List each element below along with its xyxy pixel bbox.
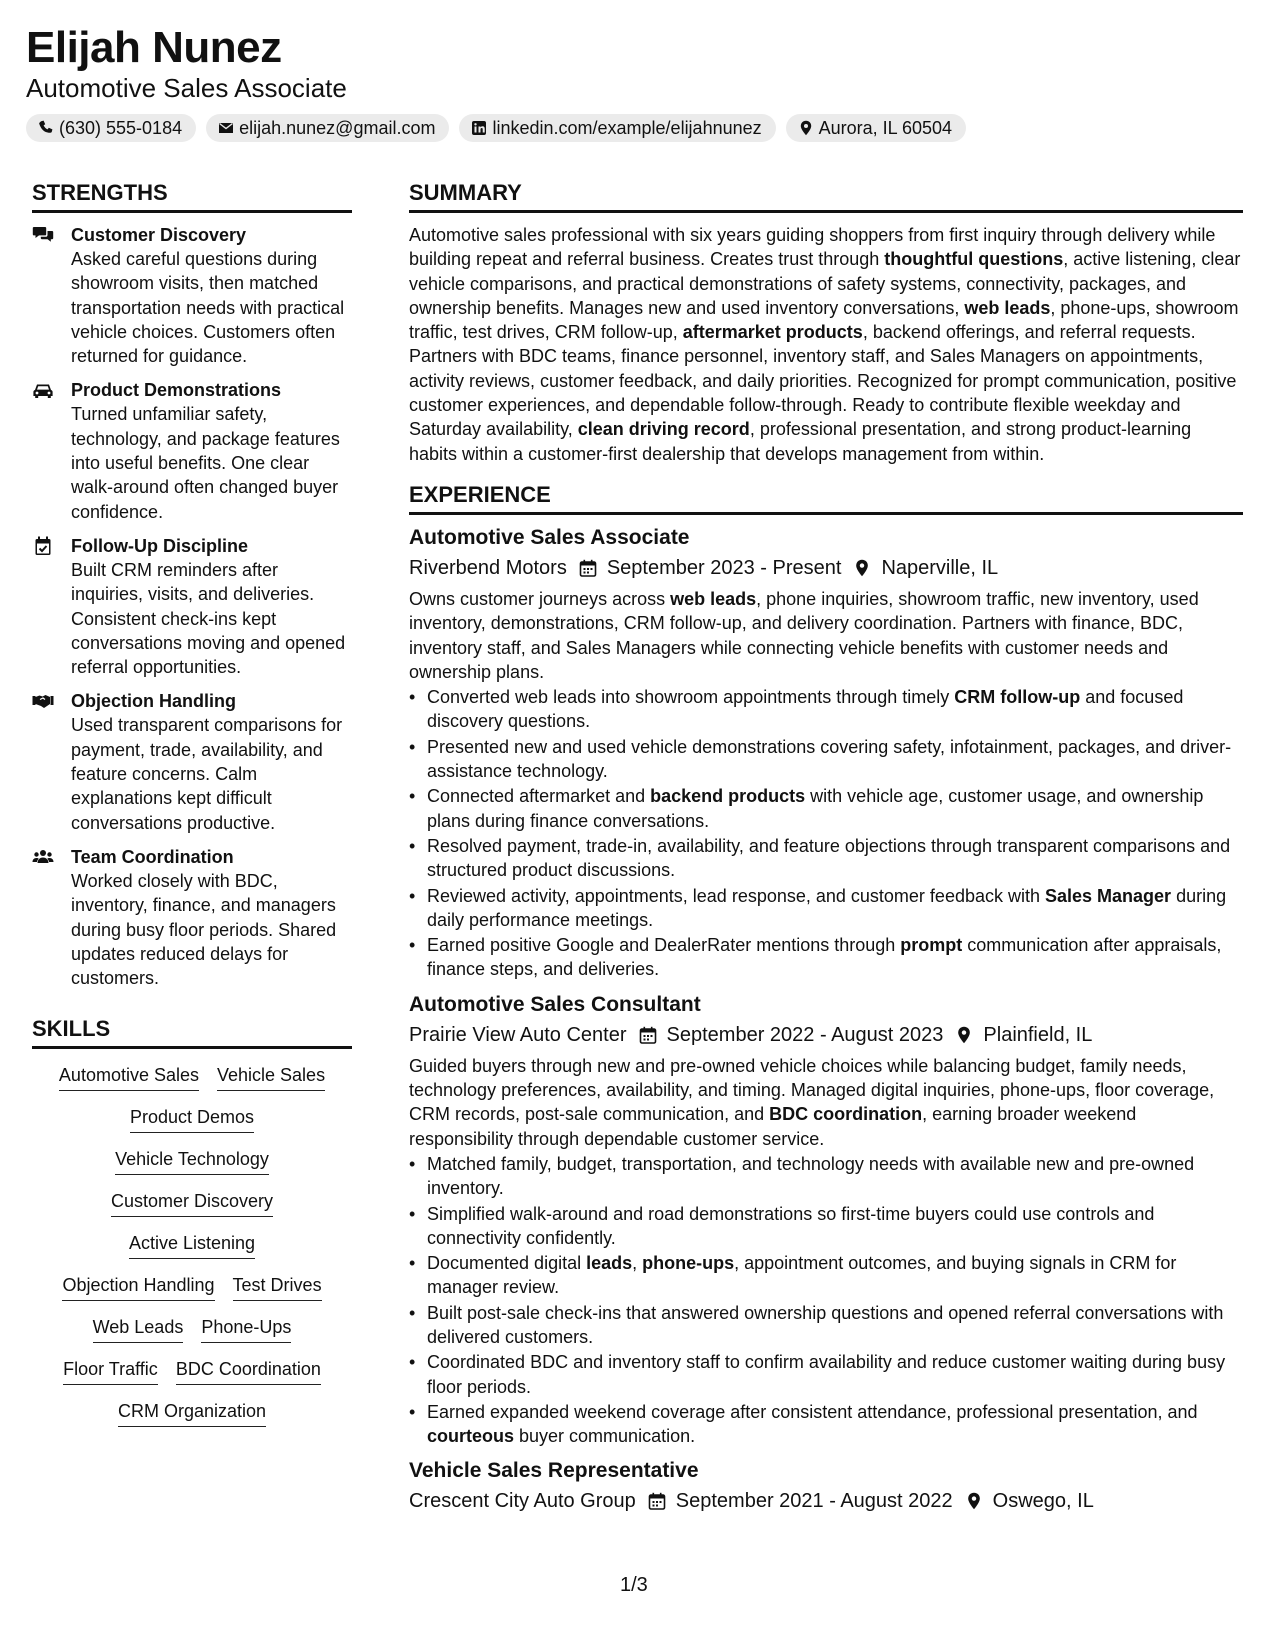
bullet-item: • Simplified walk-around and road demonstrations so first-time buyers could use controls and connectivity confidently. (409, 1202, 1243, 1251)
job-meta (409, 553, 1243, 583)
skill-tag: Test Drives (233, 1273, 322, 1301)
map-pin-icon (955, 1026, 973, 1044)
skill-tag: CRM Organization (118, 1399, 266, 1427)
job-description: Guided buyers through new and pre-owned vehicle choices while balancing budget, family needs, technology preferences, availability, and timing. Managed digital inquiries, phone-ups, floor coverage, CRM records, post-sale communication, and BDC coordination, earning broader weekend responsibility through dependable customer service. (409, 1055, 1215, 1149)
skills-heading: SKILLS (32, 1014, 352, 1049)
strength-desc: Turned unfamiliar safety, technology, and package features into useful benefits. One clear walk-around often changed buyer confidence. (71, 404, 340, 522)
job-dates: September 2023 - Present (606, 556, 842, 579)
strength-title: Product Demonstrations (71, 380, 282, 401)
job-title: Vehicle Sales Representative (409, 1459, 699, 1483)
strength-title: Objection Handling (71, 691, 236, 712)
strength-desc: Worked closely with BDC, inventory, finance, and managers during busy floor periods. Shared updates reduced delays for customers. (71, 870, 337, 989)
job-description: Owns customer journeys across web leads, phone inquiries, showroom traffic, new inventory, used inventory, demonstrations, CRM follow-up, and delivery coordination. Partners with finance, BDC, inventory staff, and Sales Managers while connecting vehicle benefits with customer needs and ownership plans. (409, 588, 1199, 682)
bullet-item: • Matched family, budget, transportation, and technology needs with available new and pre-owned inventory. (409, 1152, 1243, 1201)
phone-icon (38, 120, 54, 136)
summary-text: Automotive sales professional with six years guiding shoppers from first inquiry through delivery while building repeat and referral business. Creates trust through thoughtful questions, active listening, clear vehicle comparisons, and practical demonstrations of safety systems, connectivity, packages, and ownership benefits. Manages new and used inventory conversations, web leads, phone-ups, showroom traffic, test drives, CRM follow-up, aftermarket products, backend offerings, and referral requests. Partners with BDC teams, finance personnel, inventory staff, and Sales Managers on appointments, activity reviews, customer feedback, and daily priorities. Recognized for prompt communication, positive customer experiences, and dependable follow-through. Ready to contribute flexible weekday and Saturday availability, clean driving record, professional presentation, and strong product-learning habits within a customer-first dealership that develops management from within. (409, 225, 1241, 464)
job-title: Automotive Sales Consultant (409, 992, 701, 1016)
bullet-item: • Earned positive Google and DealerRater mentions through prompt communication after appraisals, finance steps, and deliveries. (409, 933, 1243, 982)
job-dates: September 2022 - August 2023 (666, 1023, 944, 1046)
bullet-item: • Connected aftermarket and backend products with vehicle age, customer usage, and ownership plans during finance conversations. (409, 784, 1243, 833)
skill-row (93, 1315, 292, 1343)
email-text: elijah.nunez@gmail.com (239, 117, 436, 138)
strength-title: Follow-Up Discipline (71, 535, 249, 556)
job-location: Plainfield, IL (983, 1023, 1093, 1046)
skill-tag: Objection Handling (62, 1273, 214, 1301)
job-company: Riverbend Motors (409, 556, 567, 579)
phone-text: (630) 555-0184 (59, 117, 183, 138)
contact-location[interactable] (786, 114, 966, 142)
bullet-item: • Built post-sale check-ins that answered ownership questions and opened referral conversations with delivered customers. (409, 1301, 1243, 1350)
experience-heading: EXPERIENCE (409, 480, 1243, 515)
job-bullets (409, 1152, 1243, 1449)
strength-item (32, 689, 352, 834)
strength-desc: Built CRM reminders after inquiries, visits, and deliveries. Consistent check-ins kept conversations moving and opened referral opportunities. (71, 559, 346, 678)
skill-row (129, 1231, 255, 1259)
chat-bubbles-icon (32, 225, 54, 245)
job-company: Crescent City Auto Group (409, 1490, 636, 1513)
job-dates: September 2021 - August 2022 (675, 1490, 953, 1513)
skill-tag: Web Leads (93, 1315, 184, 1343)
bullet-item: • Converted web leads into showroom appointments through timely CRM follow-up and focused discovery questions. (409, 685, 1243, 734)
strength-title: Team Coordination (71, 846, 234, 867)
job-entry (409, 990, 1243, 1449)
skills-list (32, 1063, 352, 1427)
job-entry (409, 1456, 1243, 1516)
resume-header (26, 22, 1246, 142)
skill-row (111, 1189, 273, 1217)
right-column (409, 178, 1243, 1516)
calendar-check-icon (32, 536, 54, 556)
contact-email[interactable] (206, 114, 449, 142)
contact-linkedin[interactable] (459, 114, 775, 142)
skill-row (59, 1063, 325, 1091)
candidate-title: Automotive Sales Associate (26, 73, 347, 103)
page-number: 1/3 (620, 1574, 648, 1596)
bullet-item: • Resolved payment, trade-in, availability, and feature objections through transparent comparisons and structured product discussions. (409, 834, 1243, 883)
skill-tag: Floor Traffic (63, 1357, 158, 1385)
skill-tag: Vehicle Technology (115, 1147, 269, 1175)
skill-row (63, 1357, 321, 1385)
strength-item (32, 534, 352, 679)
car-icon (32, 380, 54, 400)
skill-tag: Active Listening (129, 1231, 255, 1259)
job-location: Oswego, IL (992, 1490, 1094, 1513)
skill-row (118, 1399, 266, 1427)
job-meta (409, 1486, 1243, 1516)
map-pin-icon (853, 559, 871, 577)
job-location: Naperville, IL (881, 556, 999, 579)
map-pin-icon (965, 1492, 983, 1510)
skill-tag: BDC Coordination (176, 1357, 321, 1385)
bullet-item: • Presented new and used vehicle demonstrations covering safety, infotainment, packages, and driver-assistance technology. (409, 735, 1243, 784)
job-meta (409, 1020, 1243, 1050)
strength-desc: Asked careful questions during showroom visits, then matched transportation needs with practical vehicle choices. Customers often returned for guidance. (71, 249, 345, 367)
handshake-icon (32, 691, 54, 711)
calendar-icon (648, 1492, 666, 1510)
bullet-item: • Earned expanded weekend coverage after consistent attendance, professional presentation, and courteous buyer communication. (409, 1400, 1243, 1449)
skill-row (62, 1273, 321, 1301)
skill-row (130, 1105, 254, 1133)
bullet-item: • Documented digital leads, phone-ups, appointment outcomes, and buying signals in CRM for manager review. (409, 1251, 1243, 1300)
skill-tag: Customer Discovery (111, 1189, 273, 1217)
contact-list (26, 114, 1246, 142)
left-column (32, 178, 352, 1427)
candidate-name: Elijah Nunez (26, 23, 282, 72)
job-company: Prairie View Auto Center (409, 1023, 627, 1046)
job-bullets (409, 685, 1243, 982)
strength-item (32, 845, 352, 990)
location-text: Aurora, IL 60504 (818, 117, 953, 138)
strength-desc: Used transparent comparisons for payment, trade, availability, and feature concerns. Calm explanations kept difficult conversations productive. (71, 715, 343, 833)
envelope-icon (218, 120, 234, 136)
map-pin-icon (798, 120, 814, 136)
bullet-item: • Coordinated BDC and inventory staff to confirm availability and reduce customer waiting during busy floor periods. (409, 1350, 1243, 1399)
bullet-item: • Reviewed activity, appointments, lead response, and customer feedback with Sales Manager during daily performance meetings. (409, 884, 1243, 933)
strength-item (32, 223, 352, 368)
skill-tag: Vehicle Sales (217, 1063, 325, 1091)
job-title: Automotive Sales Associate (409, 525, 690, 549)
strength-item (32, 378, 352, 523)
calendar-icon (579, 559, 597, 577)
skill-tag: Product Demos (130, 1105, 254, 1133)
strength-title: Customer Discovery (71, 225, 247, 245)
calendar-icon (639, 1026, 657, 1044)
skill-tag: Phone-Ups (201, 1315, 291, 1343)
skill-row (115, 1147, 269, 1175)
job-entry (409, 523, 1243, 982)
summary-heading: SUMMARY (409, 178, 1243, 213)
skill-tag: Automotive Sales (59, 1063, 199, 1091)
strengths-heading: STRENGTHS (32, 178, 352, 213)
linkedin-text: linkedin.com/example/elijahnunez (492, 117, 762, 138)
linkedin-icon (471, 120, 487, 136)
contact-phone[interactable] (26, 114, 196, 142)
users-icon (32, 847, 54, 867)
